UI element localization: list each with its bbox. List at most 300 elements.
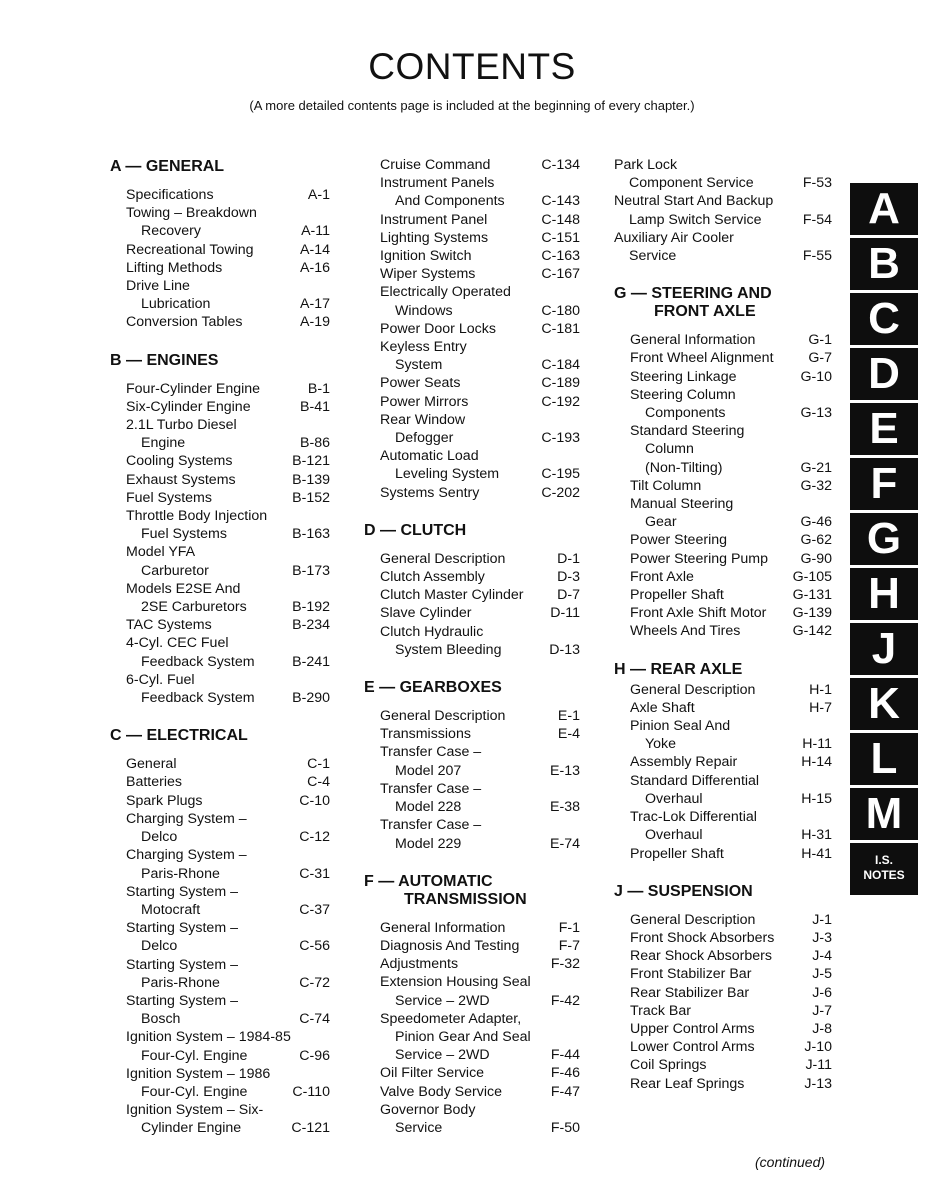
- toc-entry-page: B-41: [300, 398, 330, 415]
- section-heading: [364, 677, 580, 697]
- toc-entry[interactable]: [614, 965, 832, 983]
- chapter-tab-notes[interactable]: [850, 843, 918, 895]
- toc-entry-page: C-12: [299, 829, 330, 846]
- toc-entry-title: Pinion Gear And Seal: [395, 1028, 531, 1045]
- toc-entry-title: Lower Control Arms: [630, 1039, 755, 1056]
- toc-entry-title: Tilt Column: [630, 477, 702, 494]
- toc-entry-page: C-192: [541, 393, 580, 410]
- contents-section: [110, 156, 330, 332]
- toc-entry-title: Model 207: [395, 762, 462, 779]
- toc-entry-title: Column: [645, 441, 694, 458]
- toc-entry-page: D-3: [557, 569, 580, 586]
- toc-entry[interactable]: [364, 550, 580, 568]
- toc-entry-page: B-121: [292, 453, 330, 470]
- toc-entry-title: Standard Steering: [630, 423, 745, 440]
- toc-entry[interactable]: [110, 773, 330, 791]
- toc-entry-page: B-1: [307, 380, 330, 397]
- toc-entry-page: G-13: [800, 405, 832, 422]
- toc-entry-page: G-90: [800, 550, 832, 567]
- toc-entry[interactable]: [614, 495, 832, 531]
- toc-entry[interactable]: [614, 477, 832, 495]
- toc-entry[interactable]: [364, 338, 580, 374]
- toc-entry-title: Six-Cylinder Engine: [126, 398, 251, 415]
- toc-entry-title: Lubrication: [141, 296, 211, 313]
- toc-entry-title: General: [126, 756, 177, 773]
- toc-entry-page: A-1: [307, 187, 330, 203]
- toc-entry-title: Ignition System – 1986: [126, 1065, 271, 1082]
- toc-entry-title: Assembly Repair: [630, 754, 738, 771]
- toc-entry-page: G-10: [800, 368, 832, 385]
- toc-entry-title: Trac-Lok Differential: [630, 809, 757, 826]
- toc-entry[interactable]: [110, 883, 330, 919]
- toc-entry-title: Automatic Load: [380, 448, 479, 465]
- toc-entry-title: Bosch: [141, 1011, 181, 1028]
- chapter-tab-b[interactable]: B: [850, 238, 918, 290]
- toc-entry-title: Slave Cylinder: [380, 605, 472, 622]
- toc-entry[interactable]: [110, 755, 330, 773]
- toc-entry-title: Yoke: [645, 736, 677, 753]
- toc-entry[interactable]: [110, 489, 330, 507]
- toc-entry-page: G-62: [800, 532, 832, 549]
- toc-entry[interactable]: [614, 622, 832, 640]
- toc-entry-title: Cooling Systems: [126, 453, 233, 470]
- toc-entry-page: J-5: [812, 966, 832, 983]
- toc-entry-title: Feedback System: [141, 690, 255, 707]
- chapter-tab-c[interactable]: C: [850, 293, 918, 345]
- toc-entry[interactable]: [364, 816, 580, 852]
- toc-entry-page: B-192: [292, 599, 330, 616]
- toc-entry[interactable]: [364, 725, 580, 743]
- toc-entry[interactable]: [364, 229, 580, 247]
- toc-entry-page: C-189: [541, 375, 580, 392]
- toc-entry-title: Four-Cyl. Engine: [141, 1083, 248, 1100]
- toc-entry[interactable]: [110, 634, 330, 670]
- toc-entry-title: Transmissions: [380, 726, 471, 743]
- toc-entry-title: Starting System –: [126, 956, 238, 973]
- toc-entry-page: J-6: [812, 984, 832, 1001]
- chapter-tab-m[interactable]: M: [850, 788, 918, 840]
- toc-entry-title: Paris-Rhone: [141, 865, 220, 882]
- toc-entry-title: Overhaul: [645, 827, 703, 844]
- toc-entry[interactable]: [110, 1065, 330, 1101]
- toc-entry[interactable]: [364, 1010, 580, 1065]
- toc-entry-page: C-163: [541, 248, 580, 265]
- toc-entry-page: C-110: [292, 1083, 330, 1100]
- toc-entry-page: J-13: [804, 1075, 832, 1092]
- section-heading-line: D — CLUTCH: [364, 521, 467, 539]
- chapter-tab-g[interactable]: G: [850, 513, 918, 565]
- toc-entry-title: Components: [645, 405, 726, 422]
- toc-entry[interactable]: [614, 929, 832, 947]
- toc-entry-page: E-13: [550, 762, 580, 779]
- toc-entry-title: Track Bar: [630, 1002, 691, 1019]
- toc-entry[interactable]: [110, 992, 330, 1028]
- toc-entry[interactable]: [110, 452, 330, 470]
- toc-entry[interactable]: [110, 1101, 330, 1137]
- chapter-tab-h[interactable]: H: [850, 568, 918, 620]
- toc-entry-page: H-31: [801, 827, 832, 844]
- toc-entry-title: Carburetor: [141, 562, 209, 579]
- toc-entry-title: Wheels And Tires: [630, 623, 741, 640]
- toc-entry[interactable]: [110, 416, 330, 452]
- toc-entry[interactable]: [614, 331, 832, 349]
- toc-entry-page: C-121: [291, 1120, 330, 1137]
- toc-entry-title: Batteries: [126, 774, 182, 791]
- toc-entry-title: System: [395, 357, 443, 374]
- toc-entry-page: C-56: [299, 938, 330, 955]
- chapter-tab-d[interactable]: D: [850, 348, 918, 400]
- toc-entry-title: Feedback System: [141, 653, 255, 670]
- toc-entry-title: Delco: [141, 938, 178, 955]
- chapter-tab-a[interactable]: A: [850, 183, 918, 235]
- toc-entry-title: Service: [629, 248, 677, 265]
- toc-entry-title: Power Seats: [380, 375, 461, 392]
- section-heading: [110, 725, 330, 745]
- toc-entry[interactable]: [364, 265, 580, 283]
- toc-entry-title: Steering Column: [630, 386, 736, 403]
- toc-entry-title: General Information: [630, 332, 756, 349]
- section-gap: [110, 332, 330, 350]
- section-heading: [110, 156, 330, 176]
- toc-entry-title: Model 229: [395, 835, 462, 852]
- toc-entry[interactable]: [614, 192, 832, 228]
- toc-entry-title: Model YFA: [126, 544, 196, 561]
- section-gap: [614, 265, 832, 283]
- toc-entry-title: Power Mirrors: [380, 393, 469, 410]
- toc-entry-title: Ignition Switch: [380, 248, 472, 265]
- toc-entry-page: C-4: [307, 774, 330, 791]
- toc-entry[interactable]: [364, 743, 580, 779]
- toc-entry[interactable]: [110, 380, 330, 398]
- section-heading: [614, 283, 832, 321]
- toc-entry-page: F-47: [550, 1083, 580, 1100]
- toc-entry[interactable]: [110, 543, 330, 579]
- toc-entry[interactable]: [614, 550, 832, 568]
- contents-column-3: [614, 156, 832, 1093]
- toc-entry[interactable]: [110, 186, 330, 204]
- toc-entry-title: Front Axle: [630, 568, 694, 585]
- toc-entry[interactable]: [364, 1064, 580, 1082]
- toc-entry-title: Transfer Case –: [380, 744, 482, 761]
- toc-entry-title: Service – 2WD: [395, 992, 490, 1009]
- toc-entry-title: Engine: [141, 435, 186, 452]
- toc-entry-page: G-21: [800, 459, 832, 476]
- contents-column-2: [364, 156, 580, 1137]
- toc-entry-page: C-148: [541, 211, 580, 228]
- toc-entry[interactable]: [614, 911, 832, 929]
- toc-entry-title: Electrically Operated: [380, 284, 511, 301]
- toc-entry[interactable]: [364, 247, 580, 265]
- toc-entry-title: Diagnosis And Testing: [380, 937, 520, 954]
- toc-entry-title: Front Wheel Alignment: [630, 350, 774, 367]
- toc-entry[interactable]: [364, 586, 580, 604]
- toc-entry-page: B-86: [300, 435, 330, 452]
- toc-entry[interactable]: [110, 241, 330, 259]
- toc-entry-page: F-32: [550, 956, 580, 973]
- toc-entry[interactable]: [364, 780, 580, 816]
- toc-entry-page: B-290: [292, 690, 330, 707]
- toc-entry-title: Fuel Systems: [126, 489, 212, 506]
- toc-entry[interactable]: [614, 386, 832, 422]
- toc-entry-title: Cylinder Engine: [141, 1120, 242, 1137]
- toc-entry[interactable]: [110, 956, 330, 992]
- toc-entry-title: Front Axle Shift Motor: [630, 605, 767, 622]
- toc-entry-page: D-13: [549, 641, 580, 658]
- contents-section: [364, 871, 580, 1137]
- chapter-tab-f[interactable]: F: [850, 458, 918, 510]
- toc-entry[interactable]: [364, 707, 580, 725]
- section-heading-line: H — REAR AXLE: [614, 660, 743, 678]
- toc-entry-page: A-17: [300, 296, 330, 313]
- toc-entry-page: C-31: [299, 865, 330, 882]
- toc-entry[interactable]: [364, 1101, 580, 1137]
- toc-entry-title: General Description: [630, 681, 756, 698]
- toc-entry[interactable]: [614, 845, 832, 863]
- toc-entry-page: C-193: [541, 430, 580, 447]
- toc-entry[interactable]: [364, 411, 580, 447]
- toc-entry[interactable]: [364, 320, 580, 338]
- section-heading-line: TRANSMISSION: [404, 890, 527, 908]
- toc-entry-title: Model 228: [395, 799, 462, 816]
- toc-entry-page: J-4: [812, 948, 832, 965]
- toc-entry-title: Four-Cylinder Engine: [126, 380, 261, 397]
- toc-entry-page: C-202: [541, 484, 580, 501]
- section-heading: [614, 659, 832, 679]
- toc-entry[interactable]: [110, 671, 330, 707]
- toc-entry-page: E-38: [550, 799, 580, 816]
- toc-entry-title: Rear Window: [380, 411, 466, 428]
- toc-entry-title: Gear: [645, 514, 677, 531]
- chapter-tab-j[interactable]: J: [850, 623, 918, 675]
- toc-entry-page: C-184: [541, 357, 580, 374]
- toc-entry[interactable]: [110, 313, 330, 331]
- toc-entry-page: B-139: [292, 471, 330, 488]
- chapter-tab-k[interactable]: K: [850, 678, 918, 730]
- toc-entry-page: C-167: [541, 266, 580, 283]
- section-heading: [614, 881, 832, 901]
- section-gap: [614, 641, 832, 659]
- toc-entry-page: J-10: [804, 1039, 832, 1056]
- toc-entry[interactable]: [614, 717, 832, 753]
- toc-entry-page: F-42: [550, 992, 580, 1009]
- toc-entry[interactable]: [614, 1002, 832, 1020]
- toc-entry-title: Power Steering Pump: [630, 550, 769, 567]
- toc-entry[interactable]: [364, 1083, 580, 1101]
- toc-entry-page: E-74: [550, 835, 580, 852]
- toc-entry-page: C-181: [541, 320, 580, 337]
- toc-entry[interactable]: [614, 699, 832, 717]
- section-gap: [614, 863, 832, 881]
- toc-entry-page: C-134: [541, 157, 580, 173]
- toc-entry-title: Service – 2WD: [395, 1047, 490, 1064]
- toc-entry[interactable]: [614, 1020, 832, 1038]
- section-heading-line: F — AUTOMATIC: [364, 872, 493, 890]
- toc-entry-title: 2.1L Turbo Diesel: [126, 417, 237, 434]
- toc-entry[interactable]: [110, 471, 330, 489]
- toc-entry-page: A-14: [300, 241, 330, 258]
- toc-entry-page: H-14: [801, 754, 832, 771]
- toc-entry-title: Rear Leaf Springs: [630, 1075, 745, 1092]
- toc-entry-title: Cruise Command: [380, 157, 491, 173]
- toc-entry-title: Speedometer Adapter,: [380, 1010, 522, 1027]
- toc-entry-title: Service: [395, 1119, 443, 1136]
- contents-section: [614, 156, 832, 265]
- toc-entry[interactable]: [614, 984, 832, 1002]
- toc-entry[interactable]: [110, 616, 330, 634]
- toc-entry-title: Motocraft: [141, 901, 201, 918]
- toc-entry-title: Charging System –: [126, 810, 247, 827]
- toc-entry-title: Transfer Case –: [380, 780, 482, 797]
- toc-entry[interactable]: [364, 211, 580, 229]
- toc-entry-title: Manual Steering: [630, 496, 734, 513]
- toc-entry[interactable]: [110, 919, 330, 955]
- toc-entry[interactable]: [110, 580, 330, 616]
- section-heading: [364, 871, 580, 909]
- toc-entry-page: B-241: [292, 653, 330, 670]
- toc-entry[interactable]: [110, 277, 330, 313]
- toc-entry[interactable]: [614, 947, 832, 965]
- section-heading-line: B — ENGINES: [110, 351, 219, 369]
- toc-entry-page: C-195: [541, 466, 580, 483]
- toc-entry-title: Recreational Towing: [126, 241, 254, 258]
- toc-entry-title: Extension Housing Seal: [380, 974, 531, 991]
- contents-column-1: [110, 156, 330, 1138]
- toc-entry-title: (Non-Tilting): [645, 459, 723, 476]
- page-subtitle: (A more detailed contents page is included at the beginning of every chapter.): [249, 98, 695, 113]
- toc-entry[interactable]: [110, 810, 330, 846]
- toc-entry[interactable]: [614, 1075, 832, 1093]
- toc-entry-title: Lamp Switch Service: [629, 211, 762, 228]
- toc-entry[interactable]: [614, 1038, 832, 1056]
- toc-entry[interactable]: [110, 846, 330, 882]
- toc-entry[interactable]: [614, 681, 832, 699]
- toc-entry-title: Lighting Systems: [380, 229, 489, 246]
- toc-entry[interactable]: [364, 604, 580, 622]
- toc-entry-page: G-105: [792, 568, 832, 585]
- toc-entry[interactable]: [364, 919, 580, 937]
- toc-entry[interactable]: [614, 531, 832, 549]
- toc-entry-title: Leveling System: [395, 466, 500, 483]
- toc-entry[interactable]: [614, 604, 832, 622]
- toc-entry-title: Clutch Master Cylinder: [380, 587, 524, 604]
- toc-entry[interactable]: [364, 955, 580, 973]
- toc-entry-page: C-72: [299, 974, 330, 991]
- toc-entry-title: 6-Cyl. Fuel: [126, 671, 195, 688]
- section-gap: [364, 502, 580, 520]
- chapter-tab-l[interactable]: L: [850, 733, 918, 785]
- toc-entry[interactable]: [614, 753, 832, 771]
- toc-entry[interactable]: [614, 586, 832, 604]
- toc-entry-page: G-46: [800, 514, 832, 531]
- toc-entry-title: Transfer Case –: [380, 817, 482, 834]
- toc-entry-title: 4-Cyl. CEC Fuel: [126, 635, 229, 652]
- toc-entry-title: Propeller Shaft: [630, 587, 724, 604]
- toc-entry-title: Defogger: [395, 430, 454, 447]
- toc-entry-title: Starting System –: [126, 920, 238, 937]
- toc-entry-title: Instrument Panels: [380, 175, 495, 192]
- contents-section: [364, 520, 580, 659]
- toc-entry[interactable]: [110, 259, 330, 277]
- toc-entry-title: General Information: [380, 919, 506, 936]
- toc-entry-title: Overhaul: [645, 790, 703, 807]
- toc-entry[interactable]: [614, 1056, 832, 1074]
- toc-entry[interactable]: [364, 973, 580, 1009]
- toc-entry[interactable]: [614, 156, 832, 192]
- toc-entry[interactable]: [364, 393, 580, 411]
- toc-entry-page: F-44: [550, 1047, 580, 1064]
- toc-entry-title: General Description: [380, 550, 506, 567]
- toc-entry[interactable]: [614, 422, 832, 477]
- section-heading-line: A — GENERAL: [110, 158, 225, 175]
- toc-entry-page: F-50: [550, 1119, 580, 1136]
- toc-entry-page: F-7: [558, 937, 580, 954]
- toc-entry[interactable]: [364, 174, 580, 210]
- toc-entry-page: C-74: [299, 1011, 330, 1028]
- toc-entry-page: G-1: [808, 332, 832, 349]
- toc-entry[interactable]: [364, 447, 580, 483]
- toc-entry-page: F-53: [802, 175, 832, 192]
- toc-entry[interactable]: [614, 349, 832, 367]
- toc-entry-title: Clutch Hydraulic: [380, 623, 484, 640]
- toc-entry-title: Neutral Start And Backup: [614, 193, 774, 210]
- toc-entry-title: Adjustments: [380, 956, 459, 973]
- toc-entry-page: E-1: [557, 708, 580, 725]
- toc-entry-title: General Description: [380, 708, 506, 725]
- toc-entry-title: Conversion Tables: [126, 314, 243, 331]
- contents-section: [364, 156, 580, 502]
- toc-entry[interactable]: [614, 368, 832, 386]
- toc-entry[interactable]: [110, 398, 330, 416]
- toc-entry-title: Power Steering: [630, 532, 727, 549]
- toc-entry[interactable]: [364, 156, 580, 174]
- toc-entry-title: Fuel Systems: [141, 526, 227, 543]
- toc-entry-page: A-19: [300, 314, 330, 331]
- toc-entry-title: Recovery: [141, 223, 201, 240]
- chapter-tab-e[interactable]: E: [850, 403, 918, 455]
- toc-entry-title: Drive Line: [126, 278, 190, 295]
- toc-entry[interactable]: [614, 772, 832, 808]
- toc-entry-title: Instrument Panel: [380, 211, 488, 228]
- toc-entry[interactable]: [364, 484, 580, 502]
- section-gap: [364, 659, 580, 677]
- toc-entry[interactable]: [614, 568, 832, 586]
- toc-entry-title: Component Service: [629, 175, 754, 192]
- toc-entry[interactable]: [614, 229, 832, 265]
- notes-tab-label: NOTES: [863, 868, 905, 882]
- toc-entry-title: Valve Body Service: [380, 1083, 502, 1100]
- toc-entry[interactable]: [364, 283, 580, 319]
- toc-entry[interactable]: [110, 204, 330, 240]
- toc-entry-page: D-1: [557, 550, 580, 567]
- toc-entry[interactable]: [364, 937, 580, 955]
- chapter-tabs: [850, 183, 918, 898]
- toc-entry[interactable]: [614, 808, 832, 844]
- toc-entry-title: And Components: [395, 193, 505, 210]
- toc-entry-page: G-32: [800, 477, 832, 494]
- toc-entry-title: Oil Filter Service: [380, 1065, 485, 1082]
- section-heading-line: G — STEERING AND: [614, 285, 772, 303]
- toc-entry-title: Models E2SE And: [126, 580, 241, 597]
- toc-entry[interactable]: [110, 1028, 330, 1064]
- toc-entry[interactable]: [110, 507, 330, 543]
- toc-entry[interactable]: [110, 792, 330, 810]
- toc-entry[interactable]: [364, 374, 580, 392]
- section-heading-line: C — ELECTRICAL: [110, 727, 248, 745]
- toc-entry-page: H-7: [809, 699, 832, 716]
- toc-entry[interactable]: [364, 568, 580, 586]
- toc-entry[interactable]: [364, 623, 580, 659]
- contents-section: [110, 725, 330, 1137]
